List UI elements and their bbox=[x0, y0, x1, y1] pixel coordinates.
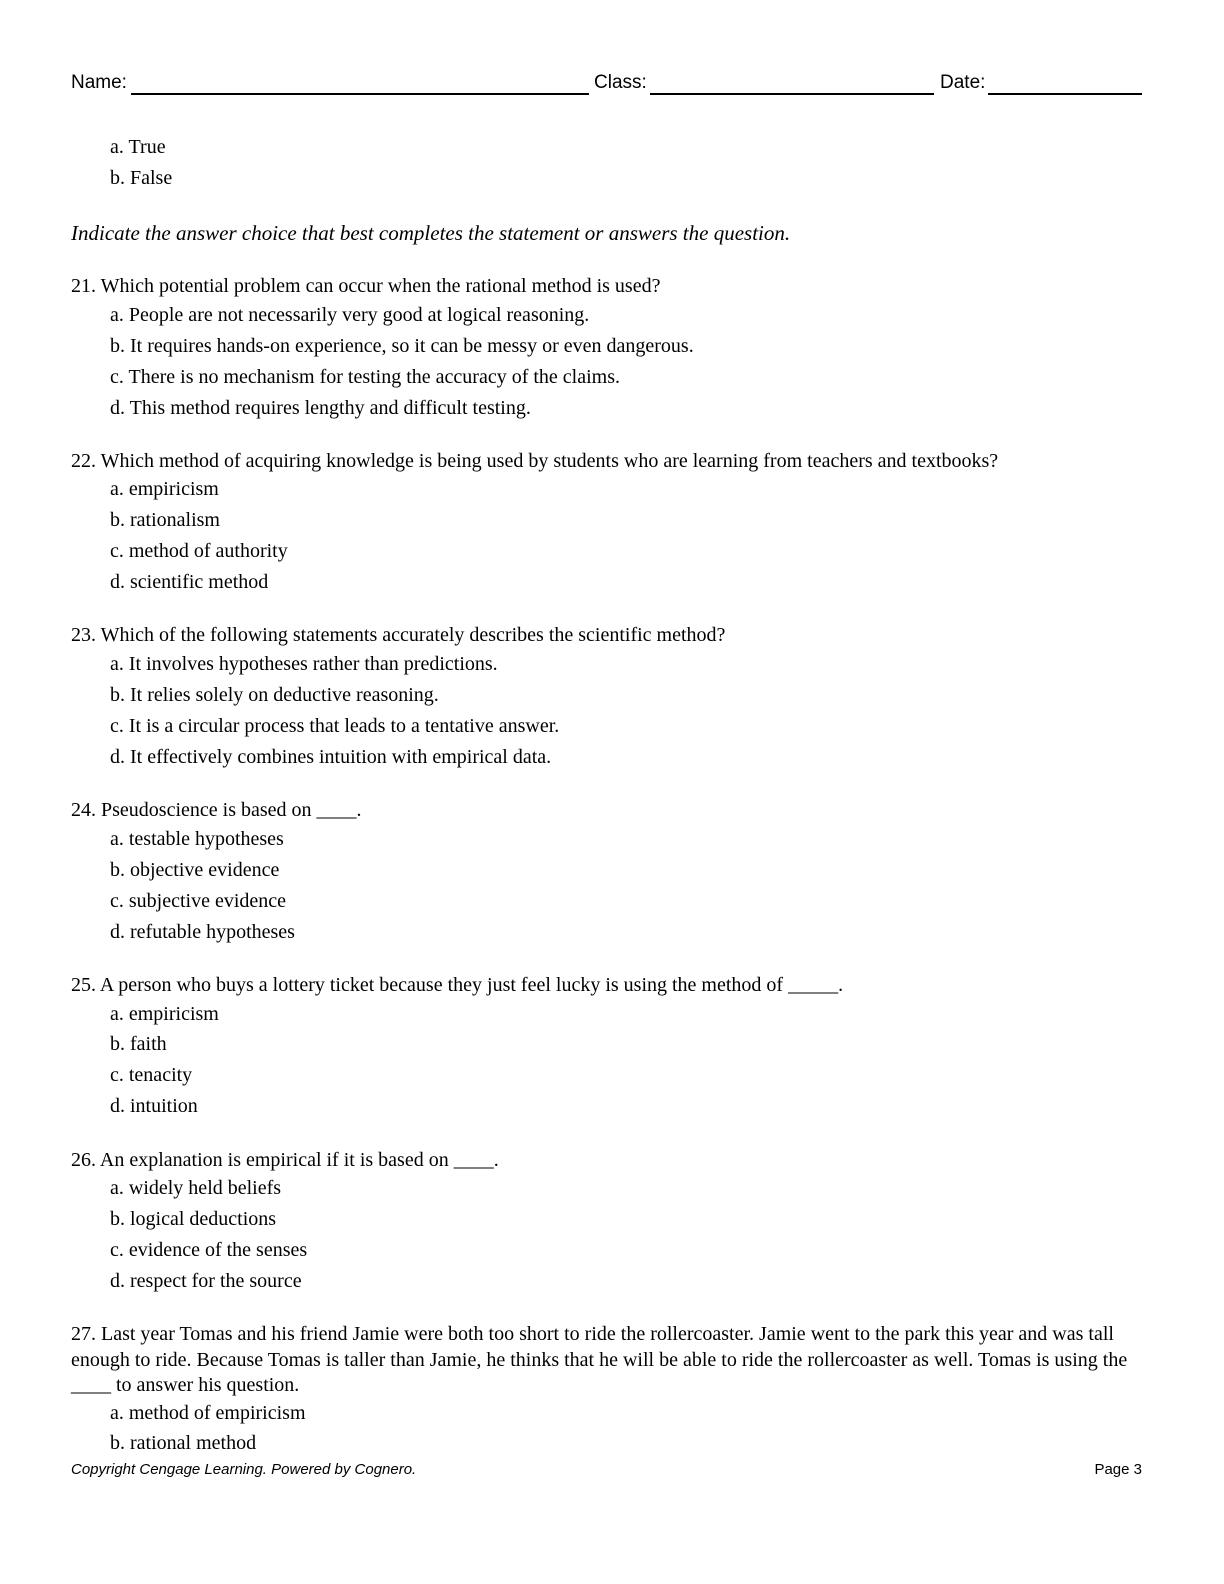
q21-option-b: b. It requires hands-on experience, so it can be messy or even dangerous. bbox=[110, 335, 694, 357]
prev-option-a: a. True bbox=[110, 136, 166, 158]
q27-option-b: b. rational method bbox=[110, 1432, 257, 1454]
q23-option-b: b. It relies solely on deductive reasoning. bbox=[110, 684, 439, 706]
q23-option-d: d. It effectively combines intuition with empirical data. bbox=[110, 746, 552, 768]
question-24: 24. Pseudoscience is based on ____. bbox=[71, 799, 362, 821]
copyright-notice: Copyright Cengage Learning. Powered by Cognero. bbox=[71, 1461, 417, 1478]
q25-option-d: d. intuition bbox=[110, 1095, 198, 1117]
question-26: 26. An explanation is empirical if it is based on ____. bbox=[71, 1149, 499, 1171]
q21-option-d: d. This method requires lengthy and difficult testing. bbox=[110, 397, 531, 419]
q22-option-b: b. rationalism bbox=[110, 509, 220, 531]
prev-option-b: b. False bbox=[110, 167, 173, 189]
class-field-line bbox=[650, 93, 934, 95]
q21-option-a: a. People are not necessarily very good at logical reasoning. bbox=[110, 304, 590, 326]
page-number: Page 3 bbox=[1094, 1461, 1142, 1478]
question-25: 25. A person who buys a lottery ticket because they just feel lucky is using the method of _____. bbox=[71, 974, 844, 996]
q24-option-a: a. testable hypotheses bbox=[110, 828, 284, 850]
q23-option-a: a. It involves hypotheses rather than predictions. bbox=[110, 653, 498, 675]
q25-option-b: b. faith bbox=[110, 1033, 167, 1055]
q21-option-c: c. There is no mechanism for testing the accuracy of the claims. bbox=[110, 366, 620, 388]
q27-option-a: a. method of empiricism bbox=[110, 1402, 306, 1424]
q26-option-b: b. logical deductions bbox=[110, 1208, 277, 1230]
q22-option-d: d. scientific method bbox=[110, 571, 269, 593]
q25-option-c: c. tenacity bbox=[110, 1064, 193, 1086]
q24-option-d: d. refutable hypotheses bbox=[110, 921, 295, 943]
q24-option-c: c. subjective evidence bbox=[110, 890, 287, 912]
q24-option-b: b. objective evidence bbox=[110, 859, 280, 881]
question-23: 23. Which of the following statements accurately describes the scientific method? bbox=[71, 624, 726, 646]
q22-option-c: c. method of authority bbox=[110, 540, 288, 562]
q25-option-a: a. empiricism bbox=[110, 1003, 219, 1025]
question-27: 27. Last year Tomas and his friend Jamie were both too short to ride the rollercoaster. Jamie went to the park this year and was tall enough to ride. Because Tomas is taller than Jamie, he thinks that he will be able to ride the rollercoaster as well. Tomas is using the ____ to answer his question. bbox=[71, 1323, 1128, 1396]
name-label: Name: bbox=[71, 72, 127, 93]
question-21: 21. Which potential problem can occur when the rational method is used? bbox=[71, 275, 661, 297]
q26-option-a: a. widely held beliefs bbox=[110, 1177, 282, 1199]
q22-option-a: a. empiricism bbox=[110, 478, 219, 500]
q23-option-c: c. It is a circular process that leads to a tentative answer. bbox=[110, 715, 560, 737]
class-label: Class: bbox=[594, 72, 647, 93]
instruction-text: Indicate the answer choice that best completes the statement or answers the question. bbox=[71, 221, 791, 245]
question-22: 22. Which method of acquiring knowledge is being used by students who are learning from teachers and textbooks? bbox=[71, 450, 999, 472]
date-field-line bbox=[988, 93, 1142, 95]
name-field-line bbox=[131, 93, 589, 95]
q26-option-c: c. evidence of the senses bbox=[110, 1239, 308, 1261]
q26-option-d: d. respect for the source bbox=[110, 1270, 302, 1292]
date-label: Date: bbox=[940, 72, 986, 93]
